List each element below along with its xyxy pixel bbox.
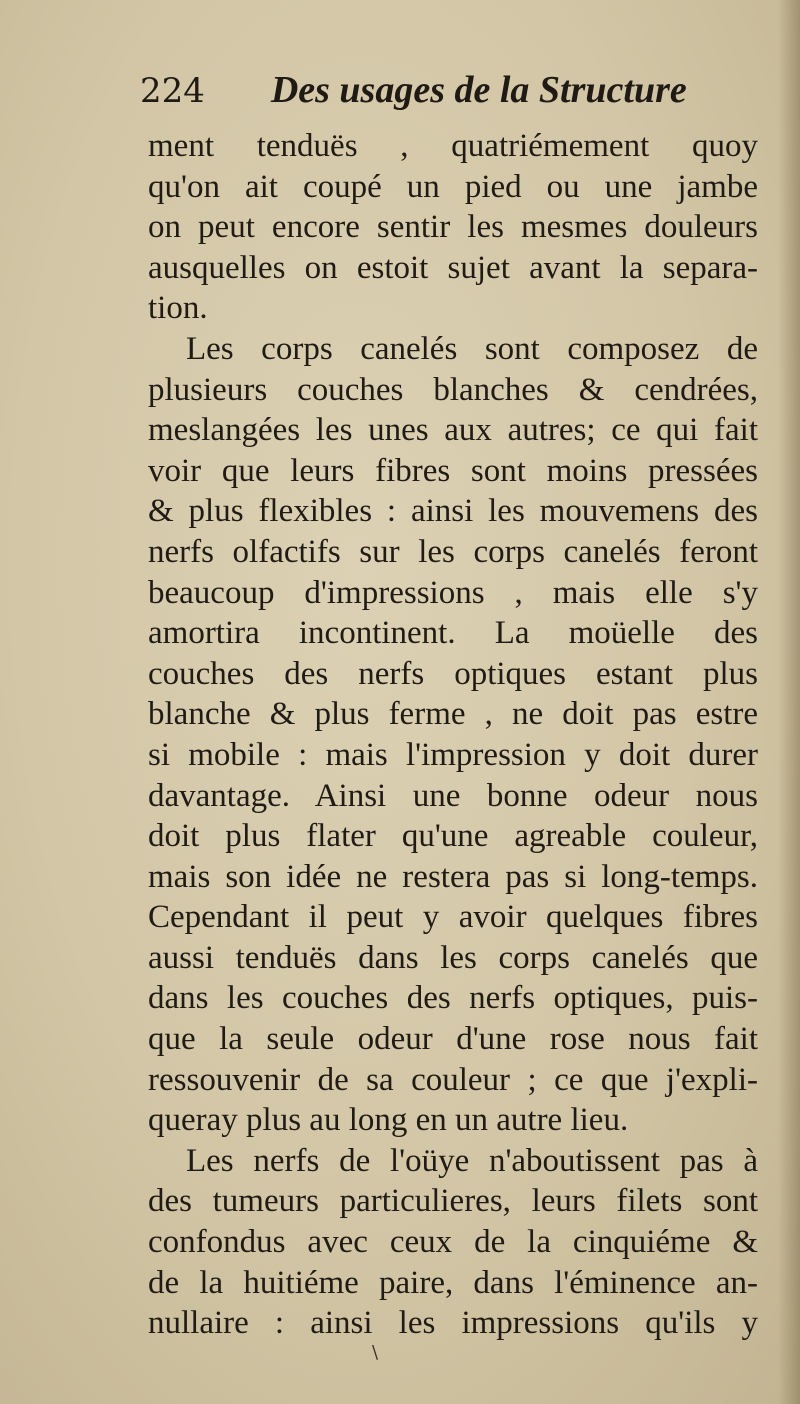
text-line: mais son idée ne restera pas si long-temps. bbox=[148, 858, 758, 895]
running-title: Des usages de la Structure bbox=[270, 69, 687, 111]
text-line: ment tenduës , quatriémement quoy bbox=[148, 128, 758, 164]
text-line: blanche & plus ferme , ne doit pas estre bbox=[148, 696, 758, 733]
text-line: on peut encore sentir les mesmes douleurs bbox=[148, 209, 758, 246]
page-number: 224 bbox=[140, 71, 205, 111]
text-line: amortira incontinent. La moüelle des bbox=[148, 615, 758, 652]
text-line: ressouvenir de sa couleur ; ce que j'expli- bbox=[148, 1061, 758, 1098]
bottom-mark: \ bbox=[372, 1342, 379, 1363]
paragraph-start-line: Les corps canelés sont composez de bbox=[186, 330, 758, 367]
text-line: nerfs olfactifs sur les corps canelés feront bbox=[148, 533, 758, 570]
text-line: des tumeurs particulieres, leurs filets sont bbox=[148, 1183, 758, 1220]
text-line: Cependant il peut y avoir quelques fibres bbox=[148, 899, 758, 936]
text-line: que la seule odeur d'une rose nous fait bbox=[148, 1021, 758, 1058]
text-line: de la huitiéme paire, dans l'éminence an- bbox=[148, 1264, 758, 1301]
text-line: tion. bbox=[148, 290, 208, 327]
text-line: nullaire : ainsi les impressions qu'ils y bbox=[148, 1305, 758, 1342]
text-line: queray plus au long en un autre lieu. bbox=[148, 1102, 629, 1139]
text-line: couches des nerfs optiques estant plus bbox=[148, 655, 758, 692]
body-text bbox=[148, 126, 758, 1344]
text-line: dans les couches des nerfs optiques, puis- bbox=[148, 980, 758, 1017]
text-line: aussi tenduës dans les corps canelés que bbox=[148, 939, 758, 976]
text-line: confondus avec ceux de la cinquiéme & bbox=[148, 1224, 758, 1261]
text-line: si mobile : mais l'impression y doit durer bbox=[148, 736, 758, 773]
paragraph-start-line: Les nerfs de l'oüye n'aboutissent pas à bbox=[186, 1142, 758, 1179]
text-line: meslangées les unes aux autres; ce qui fait bbox=[148, 412, 758, 449]
text-line: beaucoup d'impressions , mais elle s'y bbox=[148, 574, 758, 611]
page-header bbox=[140, 68, 700, 112]
text-line: plusieurs couches blanches & cendrées, bbox=[148, 371, 758, 408]
text-line: davantage. Ainsi une bonne odeur nous bbox=[148, 777, 758, 814]
text-line: & plus flexibles : ainsi les mouvemens des bbox=[148, 493, 758, 530]
text-line: ausquelles on estoit sujet avant la separa- bbox=[148, 249, 758, 286]
text-line: qu'on ait coupé un pied ou une jambe bbox=[148, 168, 758, 205]
text-line: doit plus flater qu'une agreable couleur, bbox=[148, 818, 758, 855]
text-line: voir que leurs fibres sont moins pressées bbox=[148, 452, 758, 489]
